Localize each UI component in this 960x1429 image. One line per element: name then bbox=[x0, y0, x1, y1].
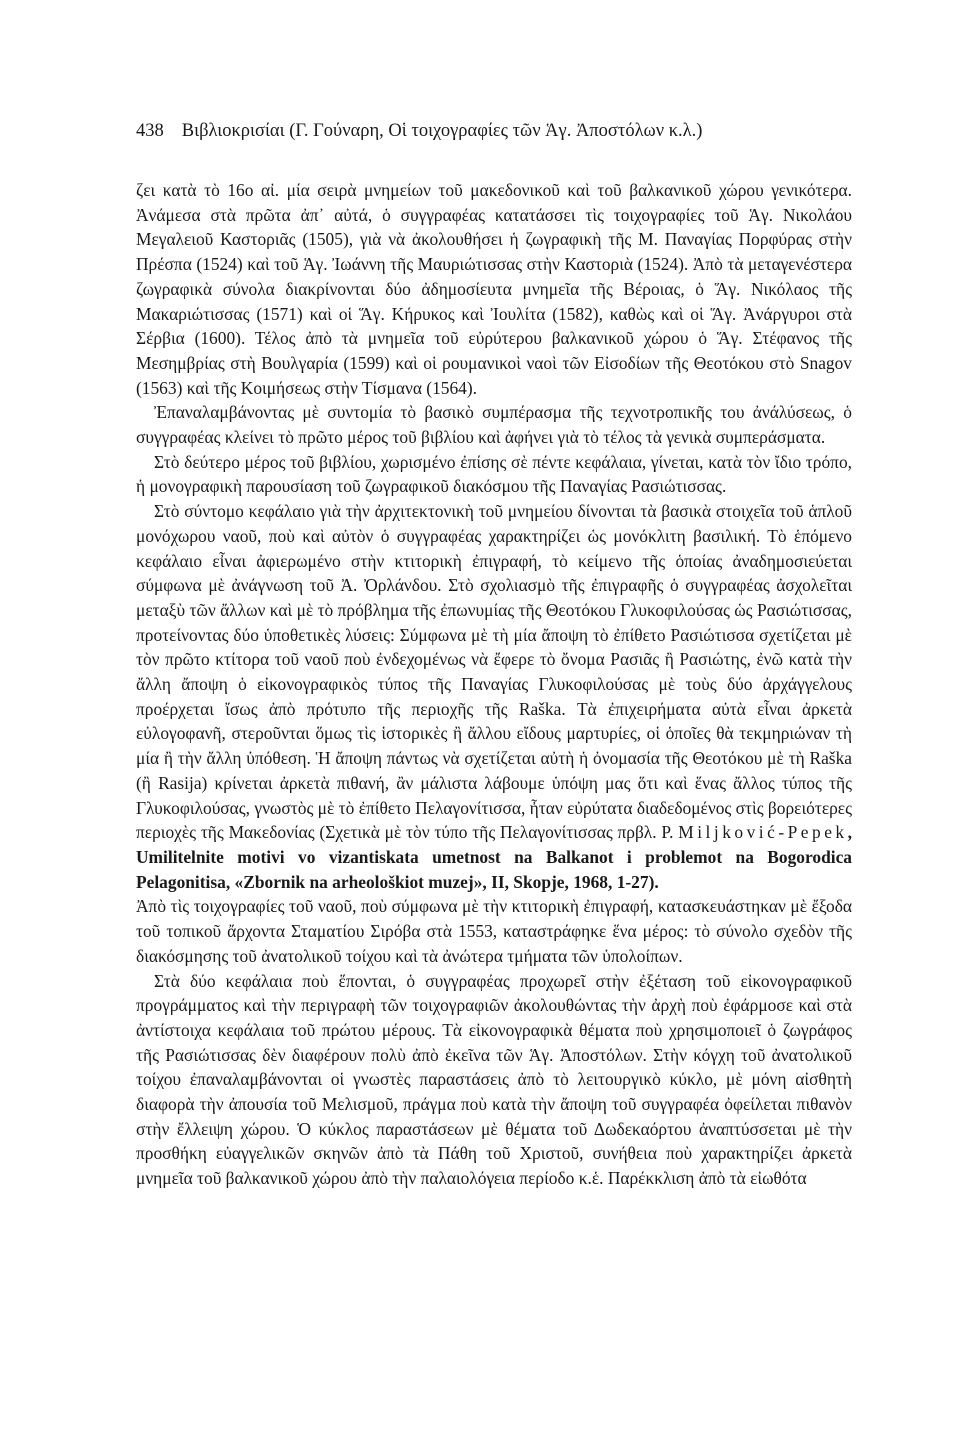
body-text bbox=[136, 178, 852, 1191]
running-title: Βιβλιοκρισίαι (Γ. Γούναρη, Οἱ τοιχογραφίες τῶν Ἁγ. Ἀποστόλων κ.λ.) bbox=[181, 121, 703, 141]
running-header bbox=[136, 118, 852, 144]
cited-author: Miljković-Pepek bbox=[678, 822, 848, 843]
paragraph: Στὸ δεύτερο μέρος τοῦ βιβλίου, χωρισμένο ἐπίσης σὲ πέντε κεφάλαια, γίνεται, κατὰ τὸν ἴδιο τρόπο, ἡ μονογραφικὴ παρουσίαση τοῦ ζωγραφικοῦ διακόσμου τῆς Παναγίας Ρασιώτισσας. bbox=[136, 451, 852, 497]
paragraph-with-citation bbox=[136, 499, 852, 894]
paragraph: Στὰ δύο κεφάλαια ποὺ ἕπονται, ὁ συγγραφέας προχωρεῖ στὴν ἐξέταση τοῦ εἰκονογραφικοῦ προγράμματος καὶ τὴν περιγραφὴ τῶν τοιχογραφιῶν ἀκολουθώντας τὴν ἀρχὴ ποὺ ἐφάρμοσε καὶ στὰ ἀντίστοιχα κεφάλαια τοῦ πρώτου μέρους. Τὰ εἰκονογραφικὰ θέματα ποὺ χρησιμοποιεῖ ὁ ζωγράφος τῆς Ρασιώτισσας δὲν διαφέρουν πολὺ ἀπὸ ἐκεῖνα τῶν Ἁγ. Ἀποστόλων. Στὴν κόγχη τοῦ ἀνατολικοῦ τοίχου ἐπαναλαμβάνονται οἱ γνωστὲς παραστάσεις ἀπὸ τὸ λειτουργικὸ κύκλο, μὲ μόνη αἰσθητὴ διαφορὰ τὴν ἀπουσία τοῦ Μελισμοῦ, πράγμα ποὺ κατὰ τὴν ἄποψη τοῦ συγγραφέα ὀφείλεται πιθανὸν στὴν ἔλλειψη χώρου. Ὁ κύκλος παραστάσεων μὲ θέματα τοῦ Δωδεκαόρτου ἀναπτύσσεται μὲ τὴν προσθήκη εὐαγγελικῶν σκηνῶν ἀπὸ τὰ Πάθη τοῦ Χριστοῦ, συνήθεια ποὺ χαρακτηρίζει ἀρκετὰ μνημεῖα τοῦ βαλκανικοῦ χώρου ἀπὸ τὴν παλαιολόγεια περίοδο κ.ἑ. Παρέκκλιση ἀπὸ τὰ εἰωθότα bbox=[136, 970, 852, 1189]
citation-reference: , Umilitelnite motivi vo vizantiskata umetnost na Balkanot i problemot na Bogorodica Pelagonitisa, «Zbornik na arheološkiot muzej», II, Skopje, 1968, 1-27). bbox=[136, 822, 852, 892]
page-number: 438 bbox=[136, 121, 164, 141]
paragraph-text: Στὸ σύντομο κεφάλαιο γιὰ τὴν ἀρχιτεκτονικὴ τοῦ μνημείου δίνονται τὰ βασικὰ στοιχεῖα τοῦ ἁπλοῦ μονόχωρου ναοῦ, ποὺ καὶ αὐτὸν ὁ συγγραφέας χαρακτηρίζει ὡς μονόκλιτη βασιλική. Τὸ ἑπόμενο κεφάλαιο εἶναι ἀφιερωμένο στὴν κτιτορικὴ ἐπιγραφή, τὸ κείμενο τῆς ὁποίας ἀναδημοσιεύεται σύμφωνα μὲ ἀνάγνωση τοῦ Ἀ. Ὀρλάνδου. Στὸ σχολιασμὸ τῆς ἐπιγραφῆς ὁ συγγραφέας ἀσχολεῖται μεταξὺ τῶν ἄλλων καὶ μὲ τὸ πρόβλημα τῆς ἐπωνυμίας τῆς Θεοτόκου Γλυκοφιλούσας ὡς Ρασιώτισσας, προτείνοντας δύο ὑποθετικὲς λύσεις: Σύμφωνα μὲ τὴ μία ἄποψη τὸ ἐπίθετο Ρασιώτισσα σχετίζεται μὲ τὸν πρῶτο κτίτορα τοῦ ναοῦ ποὺ ἐνδεχομένως νὰ ἔφερε τὸ ὄνομα Ρασιᾶς ἢ Ρασιώτης, ἐνῶ κατὰ τὴν ἄλλη ἄποψη ὁ εἰκονογραφικὸς τύπος τῆς Παναγίας Γλυκοφιλούσας μὲ τοὺς δύο ἀρχάγγελους προέρχεται ἴσως ἀπὸ πρότυπο τῆς περιοχῆς τῆς Raška. Τὰ ἐπιχειρήματα αὐτὰ εἶναι ἀρκετὰ εὐλογοφανῆ, στεροῦνται ὅμως τὶς ἱστορικὲς ἢ ἄλλου εἴδους μαρτυρίες, οἱ ὁποῖες θὰ τεκμηριώναν τὴ μία ἢ τὴν ἄλλη ὑπόθεση. Ἡ ἄποψη πάντως νὰ σχετίζεται αὐτὴ ἡ ὀνομασία τῆς Θεοτόκου μὲ τὴ Raška (ἢ Rasija) κρίνεται ἀρκετὰ πιθανή, ἂν μάλιστα λάβουμε ὑπόψη μας ὅτι καὶ ἕνας ἄλλος τύπος τῆς Γλυκοφιλούσας, γνωστὸς μὲ τὸ ἐπίθετο Πελαγονίτισσα, ἦταν εὐρύτατα διαδεδομένος στὶς βορειότερες περιοχὲς τῆς Μακεδονίας (Σχετικὰ μὲ τὸν τύπο τῆς Πελαγονίτισσας πρβλ. P. bbox=[136, 501, 852, 843]
book-page bbox=[136, 118, 852, 1191]
paragraph: Ἐπαναλαμβάνοντας μὲ συντομία τὸ βασικὸ συμπέρασμα τῆς τεχνοτροπικῆς του ἀνάλύσεως, ὁ συγγραφέας κλείνει τὸ πρῶτο μέρος τοῦ βιβλίου καὶ ἀφήνει γιὰ τὸ τέλος τὰ γενικὰ συμπεράσματα. bbox=[136, 402, 852, 448]
paragraph: Ἀπὸ τὶς τοιχογραφίες τοῦ ναοῦ, ποὺ σύμφωνα μὲ τὴν κτιτορικὴ ἐπιγραφή, κατασκευάστηκαν μὲ ἔξοδα τοῦ τοπικοῦ ἄρχοντα Σταματίου Σιρόβα στὰ 1553, καταστράφηκε ἕνα μέρος: τὸ σύνολο σχεδὸν τῆς διακόσμησης τοῦ ἀνατολικοῦ τοίχου καὶ τὰ ἀνώτερα τμήματα τῶν ὑπολοίπων. bbox=[136, 896, 852, 966]
paragraph: ζει κατὰ τὸ 16ο αἰ. μία σειρὰ μνημείων τοῦ μακεδονικοῦ καὶ τοῦ βαλκανικοῦ χώρου γενικότερα. Ἀνάμεσα στὰ πρῶτα ἀπ᾿ αὐτά, ὁ συγγραφέας κατατάσσει τὶς τοιχογραφίες τοῦ Ἁγ. Νικολάου Μεγαλειοῦ Καστοριᾶς (1505), γιὰ νὰ ἀκολουθήσει ἡ ζωγραφικὴ τῆς Μ. Παναγίας Πορφύρας στὴν Πρέσπα (1524) καὶ τοῦ Ἁγ. Ἰωάννη τῆς Μαυριώτισσας στὴν Καστοριὰ (1524). Ἀπὸ τὰ μεταγενέστερα ζωγραφικὰ σύνολα διακρίνονται δύο ἀδημοσίευτα μνημεῖα τῆς Βέροιας, ὁ Ἅγ. Νικόλαος τῆς Μακαριώτισσας (1571) καὶ οἱ Ἅγ. Κήρυκος καὶ Ἰουλίτα (1582), καθὼς καὶ οἱ Ἅγ. Ἀνάργυροι στὰ Σέρβια (1600). Τέλος ἀπὸ τὰ μνημεῖα τοῦ εὐρύτερου βαλκανικοῦ χώρου ὁ Ἅγ. Στέφανος τῆς Μεσημβρίας στὴ Βουλγαρία (1599) καὶ οἱ ρουμανικοὶ ναοὶ τῶν Εἰσοδίων τῆς Θεοτόκου στὸ Snagov (1563) καὶ τῆς Κοιμήσεως στὴν Τίσμανα (1564). bbox=[136, 180, 852, 398]
